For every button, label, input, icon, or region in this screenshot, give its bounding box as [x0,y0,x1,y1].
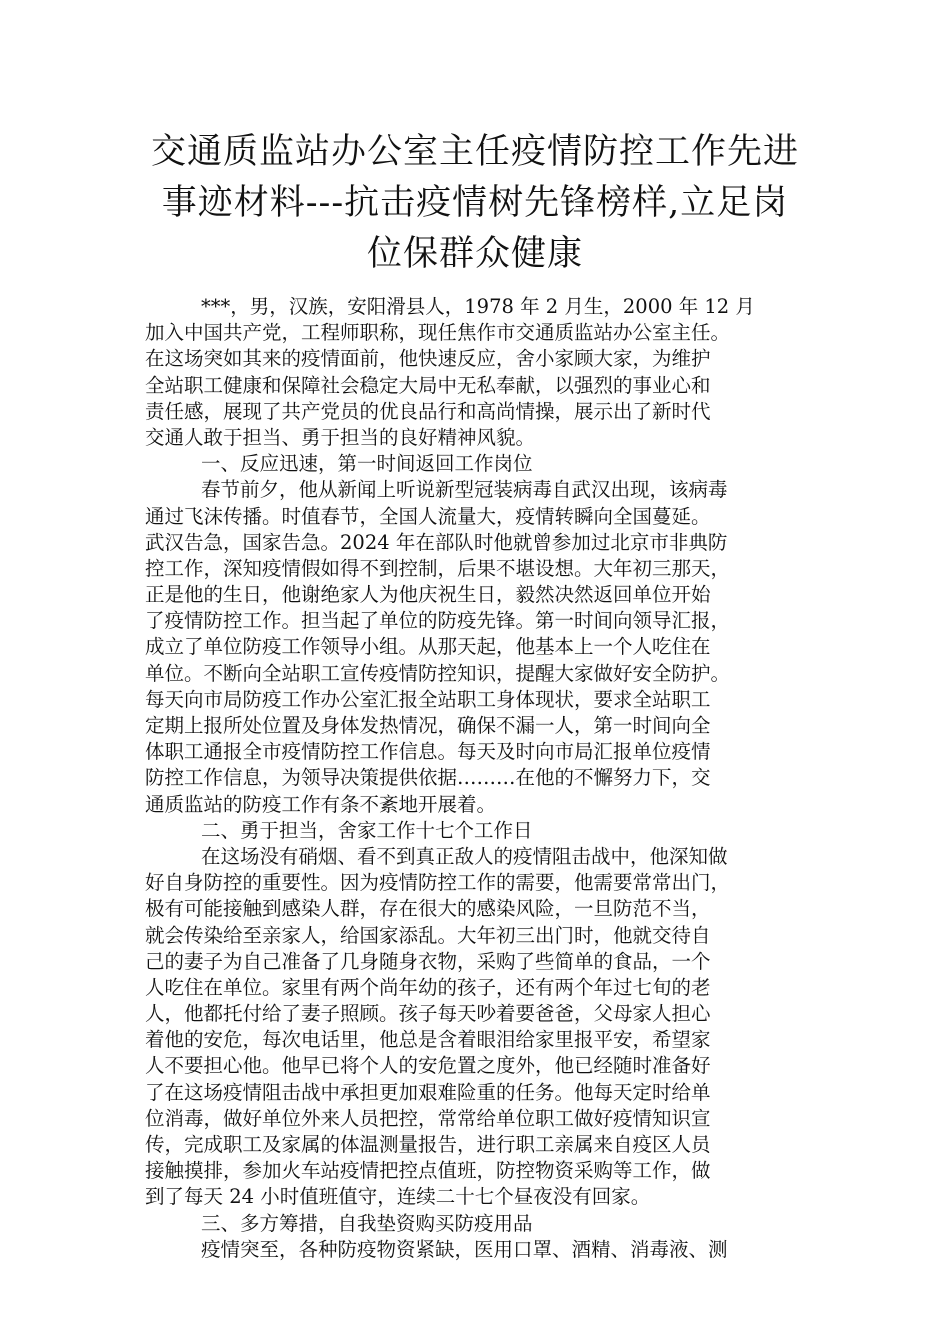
paragraph-line: 全站职工健康和保障社会稳定大局中无私奉献，以强烈的事业心和 [145,373,711,397]
section-heading: 一、反应迅速，第一时间返回工作岗位 [201,452,533,476]
paragraph-line: 体职工通报全市疫情防控工作信息。每天及时向市局汇报单位疫情 [145,740,711,764]
paragraph-line: 位消毒，做好单位外来人员把控，常常给单位职工做好疫情知识宣 [145,1106,711,1130]
paragraph-line: 通质监站的防疫工作有条不紊地开展着。 [145,792,497,816]
paragraph-line: 接触摸排，参加火车站疫情把控点值班，防控物资采购等工作，做 [145,1159,711,1183]
paragraph-line: ***，男，汉族，安阳滑县人，1978 年 2 月生，2000 年 12 月 [201,295,755,318]
paragraph-line: 极有可能接触到感染人群，存在很大的感染风险，一旦防范不当， [145,897,711,921]
paragraph-line: 着他的安危，每次电话里，他总是含着眼泪给家里报平安，希望家 [145,1028,711,1052]
paragraph-line: 人不要担心他。他早已将个人的安危置之度外，他已经随时准备好 [145,1054,711,1078]
paragraph-line: 就会传染给至亲家人，给国家添乱。大年初三出门时，他就交待自 [145,923,711,947]
paragraph-line: 每天向市局防疫工作办公室汇报全站职工身体现状，要求全站职工 [145,687,711,711]
paragraph-line: 人，他都托付给了妻子照顾。孩子每天吵着要爸爸，父母家人担心 [145,1002,711,1026]
paragraph-line: 通过飞沫传播。时值春节，全国人流量大，疫情转瞬向全国蔓延。 [145,504,711,528]
title-line: 位保群众健康 [366,234,583,274]
paragraph-line: 到了每天 24 小时值班值守，连续二十七个昼夜没有回家。 [145,1185,651,1209]
document-body [145,294,805,1263]
paragraph-line: 单位。不断向全站职工宣传疫情防控知识，提醒大家做好安全防护。 [145,661,731,685]
paragraph-line: 责任感，展现了共产党员的优良品行和高尚情操，展示出了新时代 [145,399,711,423]
paragraph-line: 春节前夕，他从新闻上听说新型冠装病毒自武汉出现，该病毒 [201,478,728,502]
paragraph-line: 武汉告急，国家告急。2024 年在部队时他就曾参加过北京市非典防 [145,530,728,554]
section-heading: 二、勇于担当，舍家工作十七个工作日 [201,818,533,842]
title-line: 交通质监站办公室主任疫情防控工作先进 [150,132,799,172]
paragraph-line: 防控工作信息，为领导决策提供依据………在他的不懈努力下，交 [145,766,711,790]
paragraph-line: 定期上报所处位置及身体发热情况，确保不漏一人，第一时间向全 [145,714,711,737]
paragraph-line: 在这场没有硝烟、看不到真正敌人的疫情阻击战中，他深知做 [201,844,728,868]
paragraph-line: 了在这场疫情阻击战中承担更加艰难险重的任务。他每天定时给单 [145,1080,711,1104]
section-heading: 三、多方筹措，自我垫资购买防疫用品 [201,1211,533,1235]
document-title [110,127,840,280]
paragraph-line: 控工作，深知疫情假如得不到控制，后果不堪设想。大年初三那天， [145,556,731,580]
paragraph-line: 疫情突至，各种防疫物资紧缺，医用口罩、酒精、消毒液、测 [201,1237,728,1261]
paragraph-line: 正是他的生日，他谢绝家人为他庆祝生日，毅然决然返回单位开始 [145,583,711,607]
paragraph-line: 己的妻子为自己准备了几身随身衣物，采购了些简单的食品，一个 [145,949,711,973]
paragraph-line: 了疫情防控工作。担当起了单位的防疫先锋。第一时间向领导汇报， [145,609,731,633]
paragraph-line: 成立了单位防疫工作领导小组。从那天起，他基本上一个人吃住在 [145,635,711,659]
paragraph-line: 在这场突如其来的疫情面前，他快速反应，舍小家顾大家，为维护 [145,347,711,371]
paragraph-line: 传，完成职工及家属的体温测量报告，进行职工亲属来自疫区人员 [145,1133,711,1156]
paragraph-line: 人吃住在单位。家里有两个尚年幼的孩子，还有两个年过七旬的老 [145,975,711,999]
paragraph-line: 好自身防控的重要性。因为疫情防控工作的需要，他需要常常出门， [145,871,731,895]
paragraph-line: 交通人敢于担当、勇于担当的良好精神风貌。 [145,425,536,449]
title-line: 事迹材料---抗击疫情树先锋榜样,立足岗 [161,183,789,223]
paragraph-line: 加入中国共产党，工程师职称，现任焦作市交通质监站办公室主任。 [145,321,731,345]
